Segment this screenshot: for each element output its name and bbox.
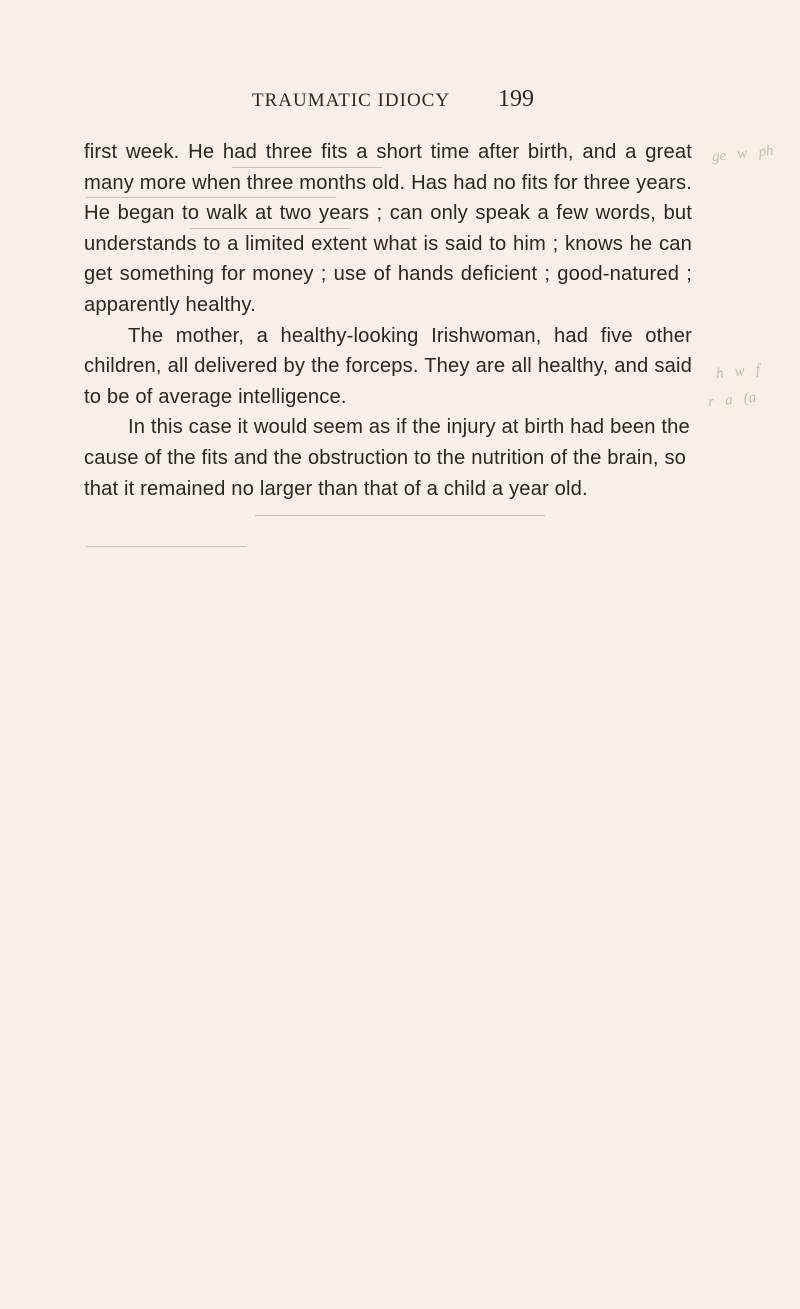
margin-pencil-mark-1: ge w ph bbox=[711, 142, 775, 166]
running-head bbox=[0, 86, 800, 120]
paragraph-conclusion: In this case it would seem as if the injury at birth had been the cause of the fits and the obstruction to the nutrition of the brain, so that it remained no larger than that of a child a year old. bbox=[84, 416, 690, 500]
margin-pencil-mark-2: h w f bbox=[715, 361, 761, 383]
margin-pencil-mark-3: r a (a bbox=[707, 389, 757, 411]
paragraph-mother: The mother, a healthy-looking Irishwoman, had five other children, all delivered by the forceps. They are all healthy, and said to be of average intelligence. bbox=[84, 324, 692, 408]
paragraph-case-description: first week. He had three fits a short time after birth, and a great many more when three months old. Has had no fits for three years. He began to walk at two years ; can only speak a few words, but understands to a limited extent what is said to him ; knows he can get something for money ; use of hands deficient ; good-natured ; apparently healthy. bbox=[84, 141, 692, 316]
pencil-underline-2 bbox=[86, 197, 336, 198]
pencil-underline-4 bbox=[255, 515, 545, 516]
body-text bbox=[84, 137, 692, 504]
pencil-underline-3 bbox=[190, 228, 350, 229]
pencil-underline-5 bbox=[86, 546, 246, 547]
page-number: 199 bbox=[498, 86, 534, 112]
pencil-underline-1 bbox=[232, 167, 382, 168]
running-title: TRAUMATIC IDIOCY bbox=[252, 90, 451, 111]
